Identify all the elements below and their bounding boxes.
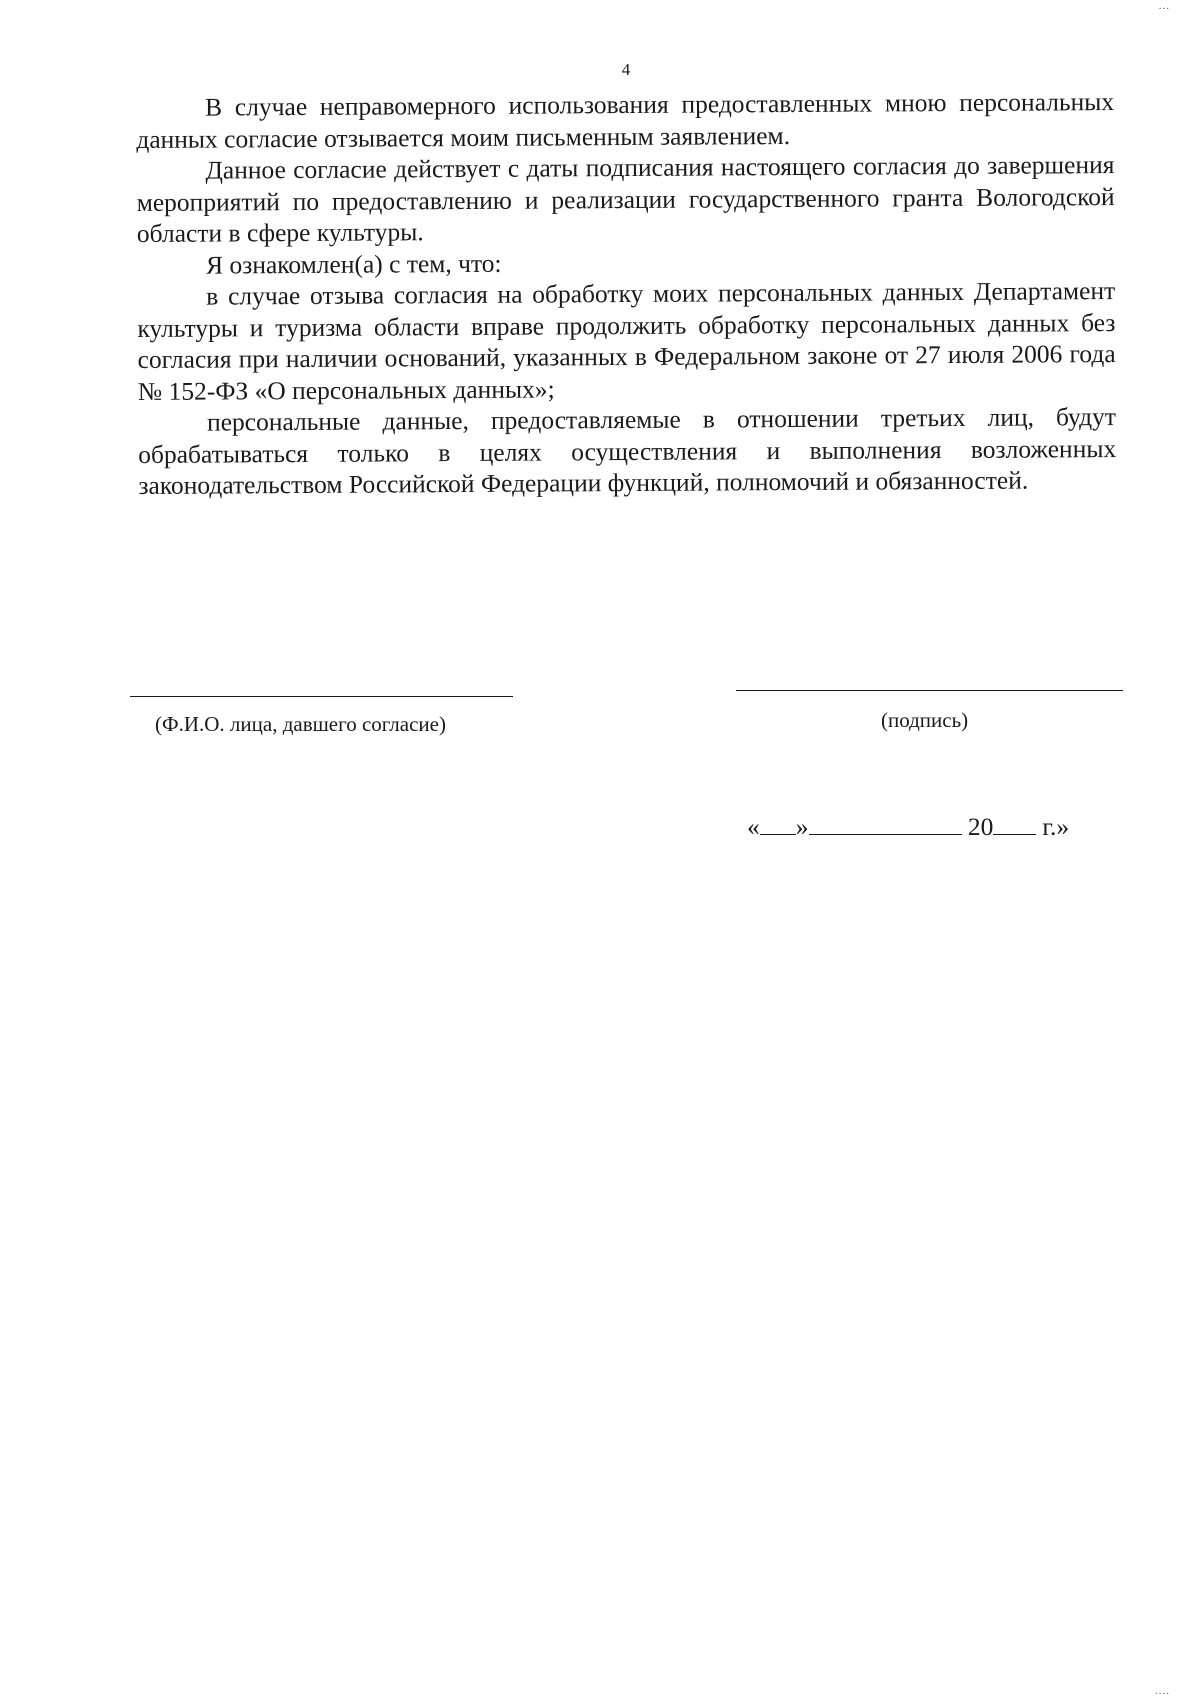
scan-edge-mark-bottom: .... bbox=[1155, 1685, 1170, 1697]
consent-body-text bbox=[136, 86, 1116, 501]
name-caption: (Ф.И.О. лица, давшего согласие) bbox=[155, 712, 446, 736]
date-close-quote: » bbox=[795, 812, 809, 841]
paragraph-validity: Данное согласие действует с даты подписания настоящего согласия до завершения мероприятий по предоставлению и реализации государственного гранта Вологодской области в сфере культуры. bbox=[136, 150, 1115, 248]
name-signature-line[interactable] bbox=[130, 696, 513, 697]
year-blank[interactable] bbox=[993, 810, 1036, 835]
date-open-quote: « bbox=[747, 812, 760, 841]
day-blank[interactable] bbox=[760, 810, 796, 835]
year-suffix: г.» bbox=[1042, 812, 1070, 841]
paragraph-processing-after-withdrawal: в случае отзыва согласия на обработку моих персональных данных Департамент культуры и туризма области вправе продолжить обработку персональных данных без согласия при наличии оснований, указанных в Федеральном законе от 27 июля 2006 года № 152-ФЗ «О персональных данных»; bbox=[137, 276, 1116, 406]
paragraph-acknowledgement: Я ознакомлен(а) с тем, что: bbox=[205, 248, 502, 280]
date-line bbox=[747, 810, 1069, 842]
scan-edge-mark-top: ... bbox=[1158, 0, 1170, 12]
month-blank[interactable] bbox=[809, 810, 962, 835]
paragraph-third-party-data: персональные данные, предоставляемые в отношении третьих лиц, будут обрабатываться только в целях осуществления и выполнения возложенных законодательством Российской Федерации функций, полномочий и обязанностей. bbox=[138, 402, 1117, 500]
signature-line[interactable] bbox=[736, 690, 1123, 691]
paragraph-revocation: В случае неправомерного использования предоставленных мною персональных данных согласие отзывается моим письменным заявлением. bbox=[136, 87, 1115, 154]
signature-caption: (подпись) bbox=[881, 708, 969, 732]
year-prefix: 20 bbox=[967, 812, 994, 841]
page-number: 4 bbox=[621, 60, 631, 79]
